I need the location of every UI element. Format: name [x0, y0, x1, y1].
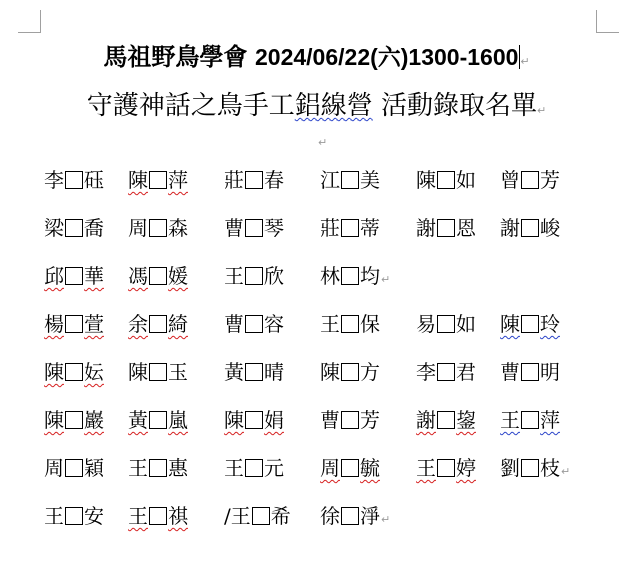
masked-character-box	[521, 315, 539, 333]
title-line-1	[0, 40, 633, 79]
masked-character-box	[149, 219, 167, 237]
name-text: 王 惠	[128, 456, 188, 480]
participant-name	[44, 357, 104, 387]
participant-name	[224, 357, 284, 387]
name-text: 梁 喬	[44, 216, 104, 240]
page-corner-mark-right	[596, 10, 619, 33]
name-text: 陳 如	[416, 168, 476, 192]
participant-name	[224, 453, 284, 483]
name-text: 陳 方	[320, 360, 380, 384]
name-text: 曹 容	[224, 312, 284, 336]
participant-name	[44, 261, 104, 291]
masked-character-box	[437, 315, 455, 333]
masked-character-box	[341, 363, 359, 381]
paragraph-mark: ↵	[381, 513, 391, 526]
participant-name	[320, 357, 380, 387]
participant-name	[224, 213, 284, 243]
masked-character-box	[437, 363, 455, 381]
participant-name	[416, 165, 476, 195]
participant-name	[320, 453, 380, 483]
name-text: 王 欣	[224, 264, 284, 288]
participant-name	[224, 261, 284, 291]
participant-name	[128, 405, 188, 435]
masked-character-box	[437, 411, 455, 429]
participant-name	[320, 213, 380, 243]
name-text: 李 砡	[44, 168, 104, 192]
participant-name	[500, 357, 560, 387]
name-text: 黃 晴	[224, 360, 284, 384]
participant-name	[44, 501, 104, 531]
empty-paragraph-mark: ↵	[318, 136, 328, 149]
title-suffix: 活動錄取名單	[372, 91, 538, 121]
name-text: 曹 明	[500, 360, 560, 384]
participant-name	[224, 501, 291, 531]
paragraph-mark: ↵	[537, 104, 547, 117]
name-text: 謝 鋆	[416, 408, 476, 432]
masked-character-box	[521, 171, 539, 189]
masked-character-box	[521, 411, 539, 429]
masked-character-box	[149, 363, 167, 381]
participant-name	[128, 165, 188, 195]
name-text: 陳 巖	[44, 408, 104, 432]
masked-character-box	[65, 363, 83, 381]
name-text: 余 綺	[128, 312, 188, 336]
masked-character-box	[65, 267, 83, 285]
masked-character-box	[149, 459, 167, 477]
masked-character-box	[437, 459, 455, 477]
name-text: 徐 淨	[320, 504, 380, 528]
masked-character-box	[521, 219, 539, 237]
masked-character-box	[245, 219, 263, 237]
masked-character-box	[65, 411, 83, 429]
participant-name	[500, 213, 560, 243]
title-prefix: 守護神話之鳥手工	[86, 91, 295, 121]
event-datetime: 2024/06/22(六)1300-1600	[255, 44, 519, 70]
name-text: 陳 妘	[44, 360, 104, 384]
participant-name	[128, 453, 188, 483]
name-text: 莊 蒂	[320, 216, 380, 240]
society-name: 馬祖野鳥學會	[103, 42, 248, 71]
masked-character-box	[245, 315, 263, 333]
name-text: 王 婷	[416, 456, 476, 480]
participant-name	[128, 261, 188, 291]
paragraph-mark: ↵	[381, 273, 391, 286]
participant-name	[320, 501, 390, 535]
masked-character-box	[149, 267, 167, 285]
masked-character-box	[65, 459, 83, 477]
masked-character-box	[65, 315, 83, 333]
participant-name	[224, 405, 284, 435]
participant-name	[44, 453, 104, 483]
name-text: 王 元	[224, 456, 284, 480]
masked-character-box	[341, 171, 359, 189]
name-text: 邱 華	[44, 264, 104, 288]
page-corner-mark-left	[18, 10, 41, 33]
masked-character-box	[252, 507, 270, 525]
name-text: 王 保	[320, 312, 380, 336]
title-underlined: 鋁線營	[294, 91, 373, 121]
masked-character-box	[341, 459, 359, 477]
masked-character-box	[245, 459, 263, 477]
name-text: 劉 枝	[500, 456, 560, 480]
participant-name	[128, 357, 188, 387]
participant-name	[44, 213, 104, 243]
participant-name	[416, 405, 476, 435]
title-line-2	[0, 88, 633, 129]
participant-name	[44, 405, 104, 435]
name-text: 馮 媛	[128, 264, 188, 288]
name-text: 曾 芳	[500, 168, 560, 192]
masked-character-box	[341, 267, 359, 285]
name-text: 易 如	[416, 312, 476, 336]
masked-character-box	[341, 219, 359, 237]
name-text: 謝 恩	[416, 216, 476, 240]
masked-character-box	[437, 219, 455, 237]
name-text: 陳 玉	[128, 360, 188, 384]
name-text: 黃 嵐	[128, 408, 188, 432]
masked-character-box	[341, 507, 359, 525]
participant-name	[128, 501, 188, 531]
masked-character-box	[521, 363, 539, 381]
participant-name	[320, 261, 390, 295]
paragraph-mark: ↵	[520, 55, 530, 68]
name-text: 陳 玲	[500, 312, 560, 336]
masked-character-box	[65, 219, 83, 237]
participant-name	[500, 453, 570, 487]
masked-character-box	[245, 411, 263, 429]
paragraph-mark: ↵	[561, 465, 571, 478]
participant-name	[128, 213, 188, 243]
name-text: 莊 春	[224, 168, 284, 192]
participant-name	[44, 309, 104, 339]
participant-name	[416, 309, 476, 339]
masked-character-box	[437, 171, 455, 189]
name-text: 謝 峻	[500, 216, 560, 240]
participant-name	[500, 405, 560, 435]
name-text: 周 森	[128, 216, 188, 240]
participant-name	[500, 165, 560, 195]
name-text: 楊 萱	[44, 312, 104, 336]
name-text: 林 均	[320, 264, 380, 288]
name-text: 曹 琴	[224, 216, 284, 240]
name-text: 江 美	[320, 168, 380, 192]
masked-character-box	[149, 171, 167, 189]
masked-character-box	[341, 411, 359, 429]
participant-name	[320, 405, 380, 435]
masked-character-box	[149, 315, 167, 333]
participant-name	[416, 213, 476, 243]
participant-name	[320, 309, 380, 339]
masked-character-box	[245, 363, 263, 381]
masked-character-box	[65, 171, 83, 189]
masked-character-box	[245, 267, 263, 285]
name-text: 陳 萍	[128, 168, 188, 192]
masked-character-box	[65, 507, 83, 525]
masked-character-box	[149, 411, 167, 429]
name-text: 李 君	[416, 360, 476, 384]
name-text: 周 穎	[44, 456, 104, 480]
participant-name	[416, 357, 476, 387]
name-text: 陳 娟	[224, 408, 284, 432]
participant-name	[44, 165, 104, 195]
name-text: 周 毓	[320, 456, 380, 480]
name-text: 曹 芳	[320, 408, 380, 432]
participant-name	[224, 309, 284, 339]
masked-character-box	[245, 171, 263, 189]
name-text: 王 萍	[500, 408, 560, 432]
name-text: 王 安	[44, 504, 104, 528]
name-text: 王 祺	[128, 504, 188, 528]
participant-name	[500, 309, 560, 339]
masked-character-box	[149, 507, 167, 525]
participant-name	[224, 165, 284, 195]
masked-character-box	[521, 459, 539, 477]
participant-name	[320, 165, 380, 195]
masked-character-box	[341, 315, 359, 333]
name-text: /王 希	[224, 504, 291, 528]
participant-name	[128, 309, 188, 339]
participant-name	[416, 453, 476, 483]
